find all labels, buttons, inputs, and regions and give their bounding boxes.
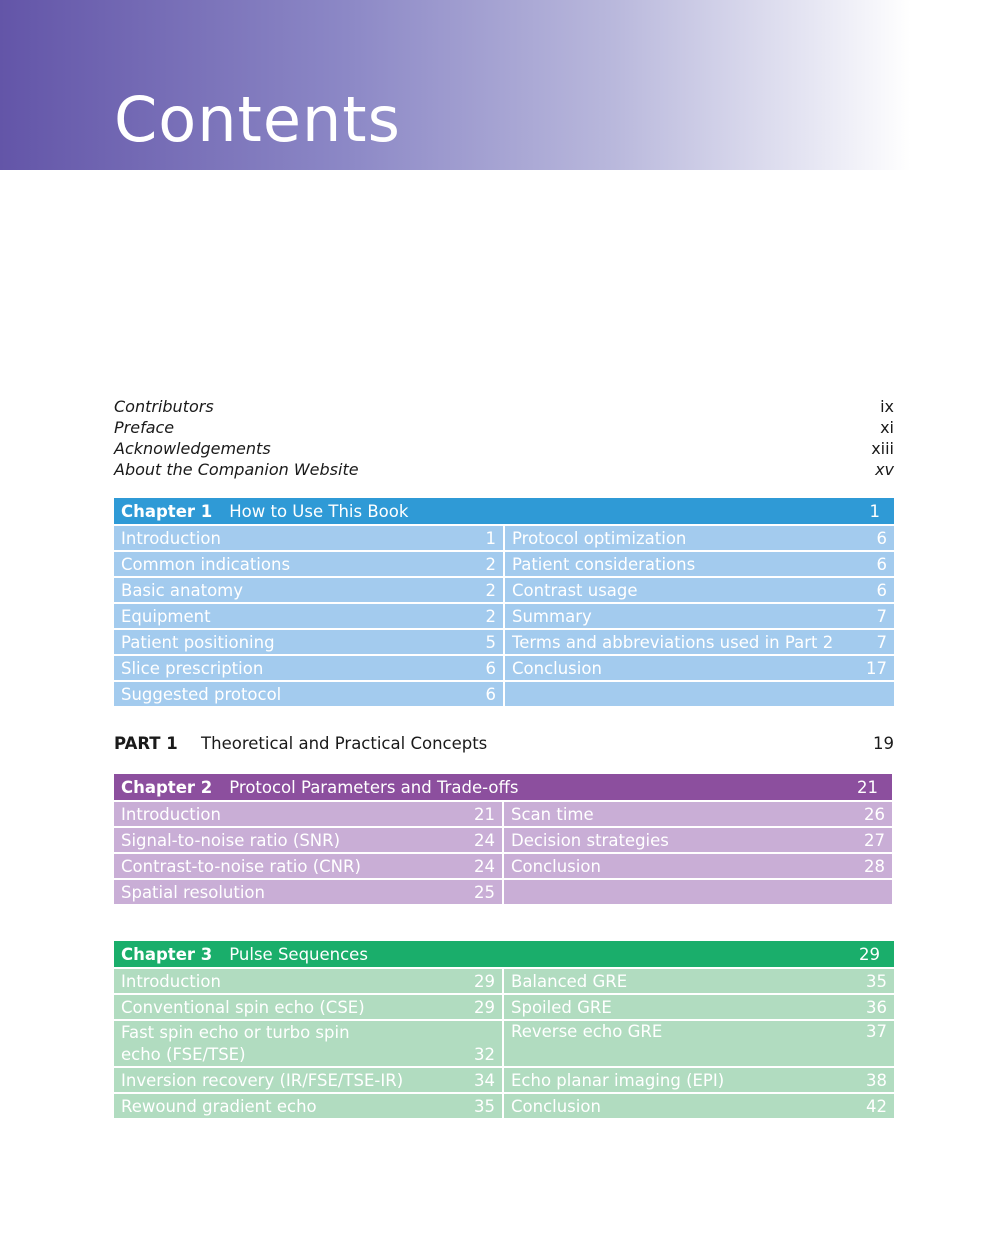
- entry-label: Introduction: [121, 972, 221, 991]
- entry-label: Balanced GRE: [511, 972, 628, 991]
- front-matter-label: Contributors: [114, 397, 214, 416]
- entry-label: Introduction: [121, 529, 221, 548]
- entry-label: Slice prescription: [121, 659, 264, 678]
- chapter-3-box: [114, 941, 894, 1118]
- entry-label: Decision strategies: [511, 831, 669, 850]
- entry-page: 24: [474, 831, 495, 850]
- entry-page: 6: [876, 581, 887, 600]
- toc-entry[interactable]: [114, 878, 502, 904]
- entry-page: 6: [485, 659, 496, 678]
- entry-label: Terms and abbreviations used in Part 2: [512, 633, 834, 652]
- toc-entry[interactable]: [505, 524, 894, 550]
- chapter-3-header[interactable]: [114, 941, 894, 967]
- entry-page: 7: [876, 607, 887, 626]
- entry-page: 6: [876, 555, 887, 574]
- entry-page: 21: [474, 805, 495, 824]
- column-filler: [505, 680, 894, 706]
- toc-entry[interactable]: [114, 680, 503, 706]
- toc-entry[interactable]: [504, 967, 894, 993]
- entry-page: 2: [485, 581, 496, 600]
- toc-entry[interactable]: [505, 550, 894, 576]
- entry-label: Echo planar imaging (EPI): [511, 1071, 725, 1090]
- entry-page: 5: [485, 633, 496, 652]
- chapter-page: 29: [859, 944, 880, 964]
- toc-entry[interactable]: [504, 826, 892, 852]
- part-page: 19: [873, 733, 894, 753]
- entry-label: Signal-to-noise ratio (SNR): [121, 831, 341, 850]
- part-title: Theoretical and Practical Concepts: [201, 733, 488, 753]
- toc-entry[interactable]: [114, 654, 503, 680]
- entry-label: Contrast-to-noise ratio (CNR): [121, 857, 361, 876]
- entry-label: Contrast usage: [512, 581, 638, 600]
- toc-entry[interactable]: [114, 993, 502, 1019]
- entry-label: Equipment: [121, 607, 211, 626]
- chapter-2-header[interactable]: [114, 774, 892, 800]
- chapter-1-header[interactable]: [114, 498, 894, 524]
- toc-entry[interactable]: [114, 576, 503, 602]
- entry-page: 32: [474, 1045, 495, 1064]
- entry-label: Reverse echo GRE: [511, 1022, 663, 1041]
- entry-page: 29: [474, 998, 495, 1017]
- entry-page: 2: [485, 607, 496, 626]
- entry-label: Conclusion: [512, 659, 602, 678]
- front-matter-label: About the Companion Website: [114, 460, 359, 479]
- front-matter-item[interactable]: [114, 459, 894, 480]
- entry-page: 42: [866, 1097, 887, 1116]
- entry-page: 29: [474, 972, 495, 991]
- toc-entry[interactable]: [505, 628, 894, 654]
- toc-entry[interactable]: [505, 654, 894, 680]
- column-filler: [504, 878, 892, 904]
- front-matter-item[interactable]: [114, 396, 894, 417]
- toc-entry[interactable]: [504, 1019, 894, 1066]
- chapter-page: 1: [869, 501, 880, 521]
- entry-page: 17: [866, 659, 887, 678]
- entry-label: Fast spin echo or turbo spin echo (FSE/TSE): [121, 1023, 350, 1064]
- toc-entry[interactable]: [114, 1066, 502, 1092]
- entry-label: Spoiled GRE: [511, 998, 612, 1017]
- toc-entry[interactable]: [504, 1066, 894, 1092]
- chapter-page: 21: [857, 777, 878, 797]
- front-matter-list: [114, 396, 894, 480]
- entry-label: Conclusion: [511, 857, 601, 876]
- front-matter-page: xv: [875, 460, 894, 479]
- toc-entry[interactable]: [114, 800, 502, 826]
- entry-page: 26: [864, 805, 885, 824]
- chapter-number: Chapter 2: [121, 777, 213, 797]
- front-matter-label: Preface: [114, 418, 175, 437]
- chapter-1-box: [114, 498, 894, 706]
- entry-page: 36: [866, 998, 887, 1017]
- page-title: Contents: [114, 83, 401, 156]
- toc-entry[interactable]: [114, 524, 503, 550]
- entry-page: 2: [485, 555, 496, 574]
- entry-label: Conclusion: [511, 1097, 601, 1116]
- front-matter-page: xiii: [871, 439, 894, 458]
- front-matter-label: Acknowledgements: [114, 439, 271, 458]
- entry-label: Introduction: [121, 805, 221, 824]
- toc-entry[interactable]: [114, 967, 502, 993]
- toc-entry[interactable]: [114, 1019, 502, 1066]
- entry-page: 37: [866, 1022, 887, 1041]
- toc-entry[interactable]: [505, 576, 894, 602]
- chapter-title: Protocol Parameters and Trade-offs: [229, 777, 519, 797]
- toc-entry[interactable]: [114, 550, 503, 576]
- front-matter-page: ix: [880, 397, 894, 416]
- entry-label: Scan time: [511, 805, 594, 824]
- entry-label: Suggested protocol: [121, 685, 282, 704]
- front-matter-item[interactable]: [114, 417, 894, 438]
- entry-label: Inversion recovery (IR/FSE/TSE-IR): [121, 1071, 404, 1090]
- entry-label: Spatial resolution: [121, 883, 265, 902]
- toc-entry[interactable]: [504, 800, 892, 826]
- toc-entry[interactable]: [504, 1092, 894, 1118]
- entry-page: 25: [474, 883, 495, 902]
- part-1-row[interactable]: [114, 732, 894, 754]
- entry-label: Basic anatomy: [121, 581, 244, 600]
- entry-page: 6: [876, 529, 887, 548]
- entry-label: Patient positioning: [121, 633, 275, 652]
- entry-label: Protocol optimization: [512, 529, 687, 548]
- chapter-3-left-column: [114, 967, 504, 1118]
- toc-entry[interactable]: [504, 852, 892, 878]
- entry-label: Common indications: [121, 555, 291, 574]
- toc-entry[interactable]: [114, 628, 503, 654]
- chapter-3-right-column: [504, 967, 894, 1118]
- entry-page: 28: [864, 857, 885, 876]
- front-matter-page: xi: [880, 418, 894, 437]
- front-matter-item[interactable]: [114, 438, 894, 459]
- chapter-title: Pulse Sequences: [229, 944, 368, 964]
- chapter-title: How to Use This Book: [229, 501, 409, 521]
- entry-label: Patient considerations: [512, 555, 696, 574]
- entry-page: 7: [876, 633, 887, 652]
- chapter-2-right-column: [504, 800, 892, 904]
- toc-entry[interactable]: [114, 852, 502, 878]
- entry-page: 27: [864, 831, 885, 850]
- toc-entry[interactable]: [114, 1092, 502, 1118]
- entry-label: Summary: [512, 607, 592, 626]
- toc-entry[interactable]: [114, 826, 502, 852]
- toc-entry[interactable]: [505, 602, 894, 628]
- toc-entry[interactable]: [504, 993, 894, 1019]
- entry-page: 24: [474, 857, 495, 876]
- chapter-1-left-column: [114, 524, 505, 706]
- entry-page: 38: [866, 1071, 887, 1090]
- entry-page: 35: [866, 972, 887, 991]
- entry-page: 1: [485, 529, 496, 548]
- chapter-number: Chapter 1: [121, 501, 213, 521]
- chapter-1-right-column: [505, 524, 894, 706]
- chapter-number: Chapter 3: [121, 944, 213, 964]
- entry-page: 35: [474, 1097, 495, 1116]
- entry-page: 34: [474, 1071, 495, 1090]
- entry-label: Rewound gradient echo: [121, 1097, 317, 1116]
- entry-page: 6: [485, 685, 496, 704]
- toc-entry[interactable]: [114, 602, 503, 628]
- part-number: PART 1: [114, 733, 178, 753]
- chapter-2-box: [114, 774, 892, 904]
- entry-label: Conventional spin echo (CSE): [121, 998, 365, 1017]
- chapter-2-left-column: [114, 800, 504, 904]
